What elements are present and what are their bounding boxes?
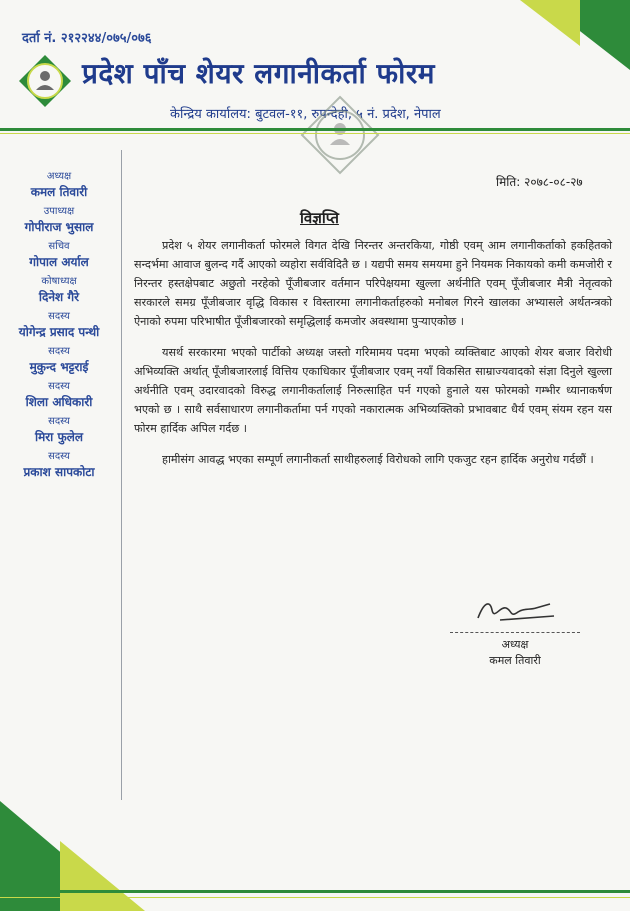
- committee-sidebar: [0, 170, 118, 485]
- office-address: केन्द्रिय कार्यालय: बुटवल-११, रुपन्देही, ५ नं. प्रदेश, नेपाल: [170, 107, 441, 122]
- member-name: मुकुन्द भट्टराई: [29, 360, 89, 374]
- letter-paragraph: प्रदेश ५ शेयर लगानीकर्ता फोरमले विगत देखि निरन्तर अन्तरकिया, गोष्ठी एवम् आम लगानीकर्ताको हकहितको सन्दर्भमा आवाज बुलन्द गर्दै आएको व्यहोरा सर्वविदितै छ । यद्यपी समय समयमा हुने नियमक निकायको कमी कमजोरी र निरन्तर हस्तक्षेपबाट अछुतो नरहेको पूँजीबजार वर्तमान परिपेक्षयमा खुल्ला अर्थनीति एवम् पूँजीबजार मैत्री नेतृत्वको सरकारले समग्र पूँजीबजार वृद्धि विकास र विस्तारमा लगानीकर्ताहरुको मनोबल गिरने खालका अभ्यासले अर्थतन्त्रको ऐनाको रुपमा परिभाषीत पूँजीबजारको समृद्धिलाई कमजोर अवस्थामा पुऱ्याएकोछ ।: [134, 239, 612, 328]
- organization-title: प्रदेश पाँच शेयर लगानीकर्ता फोरम: [82, 57, 436, 90]
- member-entry: [0, 450, 118, 480]
- member-role: सदस्य: [48, 381, 70, 392]
- member-entry: [0, 240, 118, 270]
- corner-decoration-top-right-accent: [520, 0, 580, 46]
- member-name: शिला अधिकारी: [25, 395, 93, 409]
- member-name: कमल तिवारी: [30, 185, 88, 199]
- member-role: उपाध्यक्ष: [43, 206, 75, 217]
- letter-date: मिति: २०७८-०८-२७: [496, 175, 583, 189]
- handwritten-signature-icon: [470, 596, 560, 626]
- letter-paragraph: यसर्थ सरकारमा भएको पार्टीको अध्यक्ष जस्तो गरिमामय पदमा भएको व्यक्तिबाट आएको शेयर बजार विरोधी अभिव्यक्ति अर्थात् पूँजीबजारलाई वित्तिय एकाधिकार पूँजीबजार एवम् नयाँ विकसित साम्राज्यवादको संज्ञा दिनुले खुल्ला अर्थनीति एवम् उदारवादको विरुद्ध लगानीकर्तालाई निरुत्साहित पर्न गएको हुनाले यस फोरमको गम्भीर ध्यानाकर्षण भएको छ । साथै सर्वसाधारण लगानीकर्तामा पर्न गएको नकारात्मक अभिव्यक्तिको प्रभावबाट धैर्य एवम् संयम रहन यस फोरम हार्दिक अपिल गर्दछ ।: [134, 346, 612, 435]
- member-role: सदस्य: [48, 451, 70, 462]
- header-divider: [0, 128, 630, 131]
- signature-block: [450, 596, 580, 669]
- member-entry: [0, 310, 118, 340]
- member-entry: [0, 380, 118, 410]
- member-entry: [0, 415, 118, 445]
- member-name: प्रकाश सापकोटा: [23, 465, 95, 479]
- member-role: सचिव: [48, 241, 70, 252]
- registration-number: दर्ता नं. २१२२४४/०७५/०७६: [22, 31, 152, 46]
- footer-divider: [0, 890, 630, 893]
- member-role: अध्यक्ष: [46, 171, 72, 182]
- letter-paragraph: हामीसंग आवद्ध भएका सम्पूर्ण लगानीकर्ता साथीहरुलाई विरोधको लागि एकजुट रहन हार्दिक अनुरोध गर्दछौं ।: [162, 453, 594, 466]
- member-role: सदस्य: [48, 416, 70, 427]
- member-name: योगेन्द्र प्रसाद पन्थी: [18, 325, 100, 339]
- member-name: गोपाल अर्याल: [29, 255, 89, 269]
- letter-body: [134, 236, 612, 481]
- seal-stamp-icon: [300, 95, 380, 175]
- member-role: सदस्य: [48, 346, 70, 357]
- member-entry: [0, 275, 118, 305]
- member-entry: [0, 205, 118, 235]
- member-name: गोपीराज भुसाल: [24, 220, 94, 234]
- corner-decoration-bottom-left-accent: [60, 841, 145, 911]
- letter-heading: विज्ञप्ति: [300, 209, 339, 227]
- member-role: सदस्य: [48, 311, 70, 322]
- member-entry: [0, 170, 118, 200]
- footer-divider-accent: [0, 897, 630, 898]
- forum-logo-icon: [18, 54, 72, 108]
- member-name: दिनेश गैरे: [38, 290, 80, 304]
- header-divider-accent: [0, 133, 630, 134]
- signature-line: [450, 632, 580, 633]
- signatory-name: कमल तिवारी: [489, 654, 541, 667]
- sidebar-divider: [121, 150, 122, 800]
- member-role: कोषाध्यक्ष: [41, 276, 77, 287]
- member-name: मिरा फुलेल: [34, 430, 83, 444]
- signatory-role: अध्यक्ष: [501, 638, 529, 651]
- member-entry: [0, 345, 118, 375]
